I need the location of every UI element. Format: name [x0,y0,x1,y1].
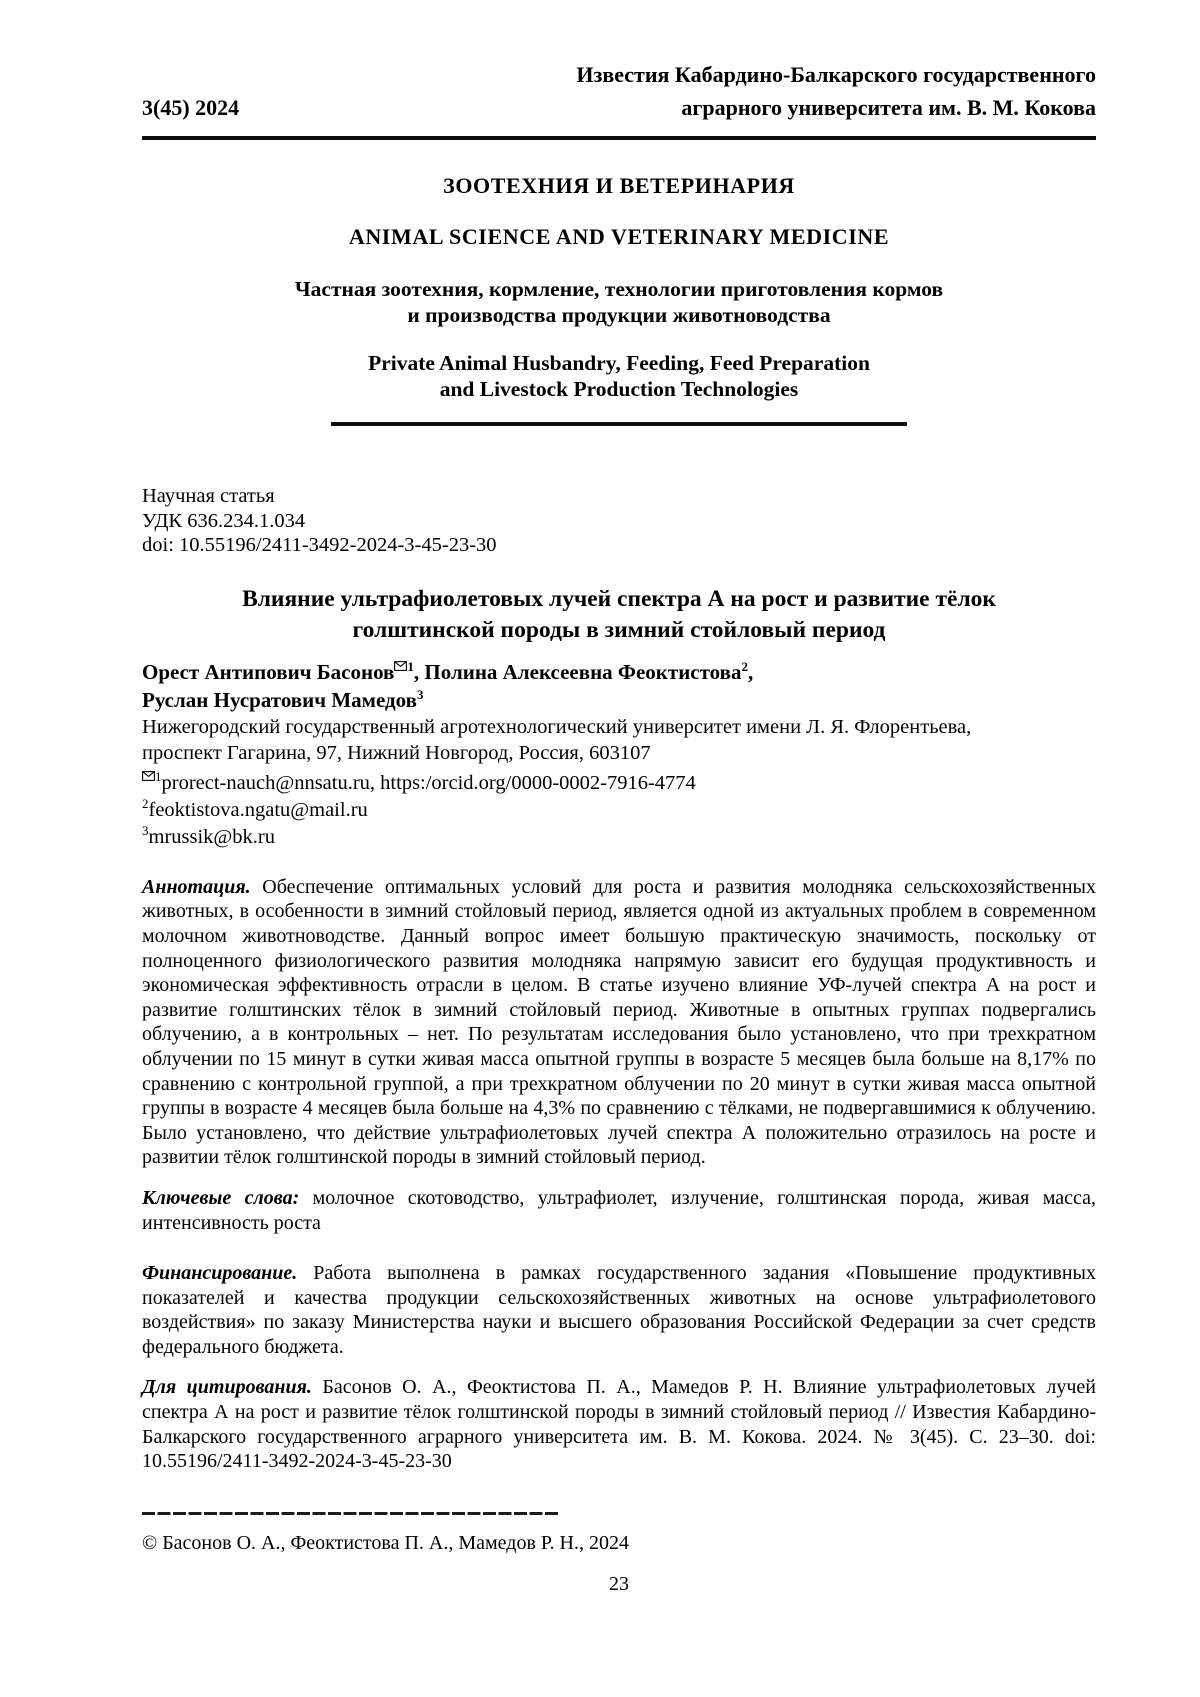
author-name-2: Полина Алексеевна Феоктистова [424,659,742,684]
journal-title-line-1: Известия Кабардино-Балкарского государственного [576,62,1096,87]
subrubric-ru-line-1: Частная зоотехния, кормление, технологии приготовления кормов [294,277,944,301]
article-title-line-1: Влияние ультрафиолетовых лучей спектра А на рост и развитие тёлок [242,585,996,612]
author-name-3: Руслан Нусратович Мамедов [142,687,417,712]
journal-title [576,58,1096,124]
contact-line-1 [142,770,1096,797]
contact-superscript-2: 2 [142,795,149,811]
page-header [142,58,1096,124]
article-title-line-2: голштинской породы в зимний стойловый период [352,616,886,643]
contact-email-2: feoktistova.ngatu@mail.ru [148,798,368,821]
section-divider [331,422,907,426]
citation-paragraph [142,1375,1096,1473]
footnote-divider [142,1512,560,1515]
article-title [142,584,1096,646]
article-meta [142,484,1096,558]
rubric-en-heading: ANIMAL SCIENCE AND VETERINARY MEDICINE [348,224,890,249]
citation-text: Басонов О. А., Феоктистова П. А., Мамедов Р. Н. Влияние ультрафиолетовых лучей спектра А на рост и развитие тёлок голштинской породы в зимний стойловый период // Известия Кабардино-Балкарского государственного аграрного университета им. В. М. Кокова. 2024. № 3(45). С. 23–30. doi: 10.55196/2411-3492-2024-3-45-23-30 [142,1376,1096,1473]
keywords-text: молочное скотоводство, ультрафиолет, излучение, голштинская порода, живая масса, интенсивность роста [142,1186,1096,1234]
abstract-paragraph [142,875,1096,1170]
issue-number: 3(45) 2024 [142,95,240,120]
subrubric-ru-heading [142,276,1096,328]
authors-line-1 [142,658,1096,686]
contact-line-3 [142,824,1096,851]
abstract-label: Аннотация. [142,875,251,898]
author-superscript-3: 3 [416,686,424,702]
keywords-label: Ключевые слова: [142,1186,300,1209]
author-superscript-1: 1 [407,658,414,674]
affiliation-line-1: Нижегородский государственный агротехнологический университет имени Л. Я. Флорентьева, [142,715,972,738]
keywords-paragraph [142,1186,1096,1235]
authors-line-2 [142,686,1096,714]
affiliation-block [142,714,1096,766]
contact-email-1: prorect-nauch@nnsatu.ru, https:/orcid.org/0000-0002-7916-4774 [161,771,696,794]
authors-block [142,658,1096,714]
author-name-1: Орест Антипович Басонов [142,659,395,684]
funding-label: Финансирование. [142,1262,298,1285]
rubric-ru-heading: ЗООТЕХНИЯ И ВЕТЕРИНАРИЯ [443,173,795,198]
envelope-icon [142,769,155,784]
doi-number: doi: 10.55196/2411-3492-2024-3-45-23-30 [142,534,497,557]
page-number: 23 [609,1572,629,1595]
funding-paragraph [142,1261,1096,1359]
contact-email-3: mrussik@bk.ru [148,825,276,848]
header-rule [142,136,1096,140]
udc-number: УДК 636.234.1.034 [142,509,306,532]
abstract-text: Обеспечение оптимальных условий для роста и развития молодняка сельскохозяйственных животных, в особенности в зимний стойловый период, является одной из актуальных проблем в современном молочном животноводстве. Данный вопрос имеет большую практическую значимость, поскольку от полноценного физиологического развития молодняка напрямую зависит его будущая продуктивность и экономическая эффективность отрасли в целом. В статье изучено влияние УФ-лучей спектра А на рост и развитие голштинских тёлок в зимний стойловый период. Животные в опытных группах подвергались облучению, а в контрольных – нет. По результатам исследования было установлено, что при трехкратном облучении по 15 минут в сутки живая масса опытной группы в возрасте 5 месяцев была больше на 8,17% по сравнению с контрольной группой, а при трехкратном облучении по 20 минут в сутки живая масса опытной группы в возрасте 4 месяцев была больше на 4,3% по сравнению с тёлками, не подвергавшимися к облучению. Было установлено, что действие ультрафиолетовых лучей спектра А положительно отразилось на росте и развитии тёлок голштинской породы в зимний стойловый период. [142,875,1096,1169]
funding-text: Работа выполнена в рамках государственного задания «Повышение продуктивных показателей и качества продукции сельскохозяйственных животных на основе ультрафиолетового воздействия» по заказу Министерства науки и высшего образования Российской Федерации за счет средств федерального бюджета. [142,1262,1096,1358]
envelope-icon [394,659,407,674]
subrubric-en-line-1: Private Animal Husbandry, Feeding, Feed Preparation [368,351,870,375]
contact-superscript-1: 1 [155,768,162,784]
author-superscript-2: 2 [741,658,748,674]
subrubric-ru-line-2: и производства продукции животноводства [407,303,831,327]
citation-label: Для цитирования. [142,1376,312,1399]
author-separator-2: , [747,659,754,684]
journal-title-line-2: аграрного университета им. В. М. Кокова [681,95,1096,120]
article-type: Научная статья [142,485,275,507]
contact-superscript-3: 3 [142,822,149,838]
contacts-block [142,770,1096,851]
copyright-line: © Басонов О. А., Феоктистова П. А., Мамедов Р. Н., 2024 [142,1531,629,1554]
affiliation-line-2: проспект Гагарина, 97, Нижний Новгород, Россия, 603107 [142,741,651,764]
author-separator-1: , [413,659,425,684]
subrubric-en-line-2: and Livestock Production Technologies [439,377,799,401]
contact-line-2 [142,797,1096,824]
subrubric-en-heading [142,350,1096,402]
